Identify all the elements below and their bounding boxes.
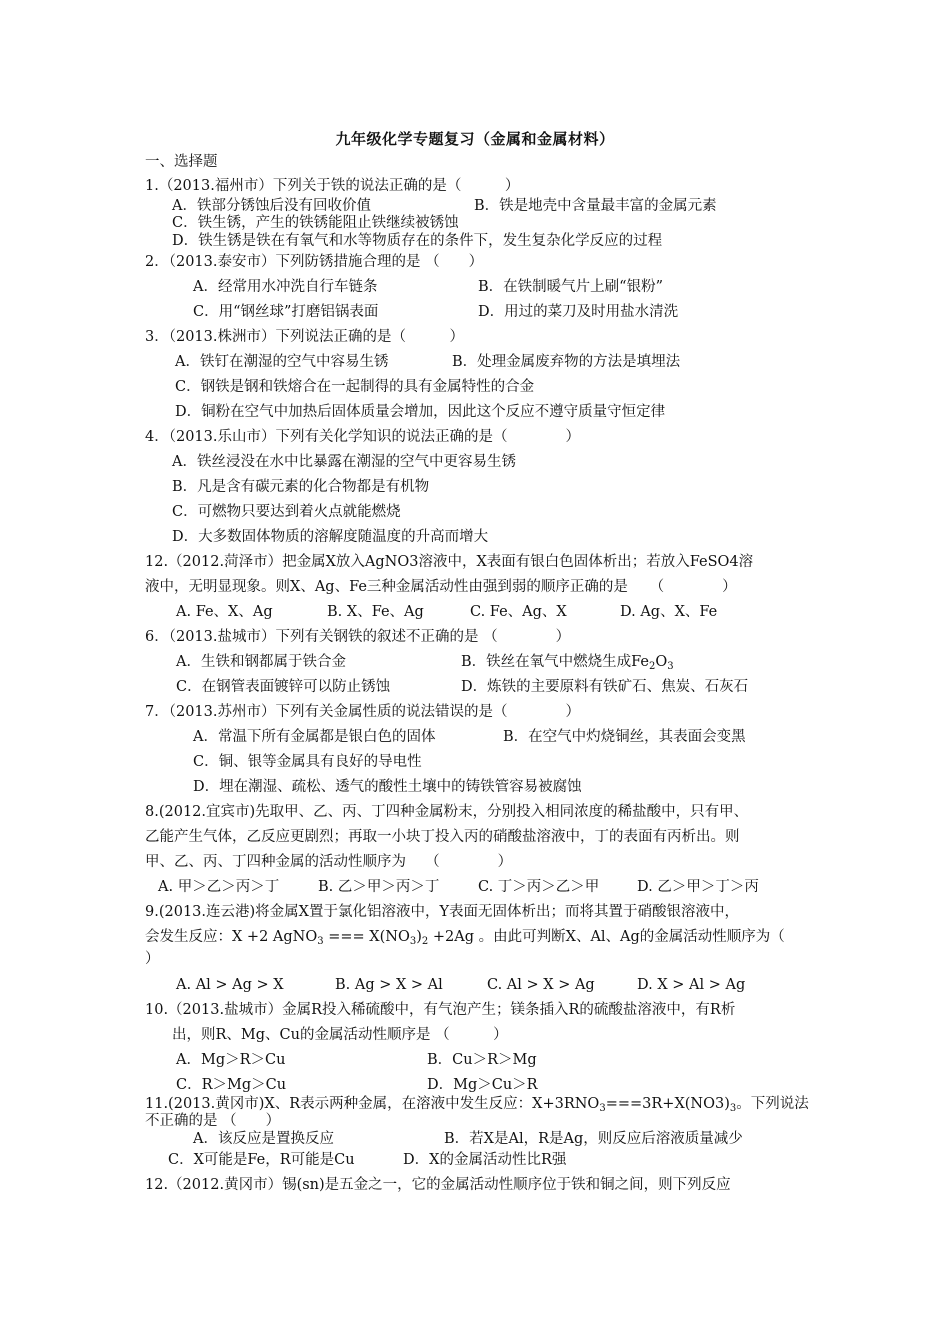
question-9-line-1: 9.(2013.连云港)将金属X置于氯化铝溶液中，Y表面无固体析出；而将其置于硝酸银溶液中， (145, 904, 740, 920)
question-5-option-c: C. Fe、Ag、X (470, 604, 567, 620)
question-4-stem: 4．（2013.乐山市）下列有关化学知识的说法正确的是（ ） (145, 429, 580, 445)
question-8-line-3: 甲、乙、丙、丁四种金属的活动性顺序为 （ ） (145, 854, 513, 870)
question-8-option-b: B. 乙＞甲＞丙＞丁 (318, 879, 440, 895)
question-4-option-c: C．可燃物只要达到着火点就能燃烧 (172, 504, 401, 520)
question-3-option-c: C．钢铁是钢和铁熔合在一起制得的具有金属特性的合金 (175, 379, 535, 395)
question-8-option-c: C. 丁＞丙＞乙＞甲 (478, 879, 600, 895)
question-6-stem: 6．（2013.盐城市）下列有关钢铁的叙述不正确的是 （ ） (145, 629, 571, 645)
question-9-option-d: D. X > Al > Ag (637, 977, 746, 993)
question-2-option-b: B．在铁制暖气片上刷“银粉” (478, 279, 663, 295)
question-10-line-2: 出，则R、Mg、Cu的金属活动性顺序是 （ ） (172, 1027, 508, 1043)
question-3-option-b: B．处理金属废弃物的方法是填埋法 (452, 354, 681, 370)
question-9-option-a: A. Al > Ag > X (176, 977, 284, 993)
question-12-line-1: 12.（2012.黄冈市）锡(sn)是五金之一，它的金属活动性顺序位于铁和铜之间，则下列反应 (145, 1177, 731, 1193)
question-1-stem: 1.（2013.福州市）下列关于铁的说法正确的是（ ） (145, 178, 520, 194)
question-2-option-d: D．用过的菜刀及时用盐水清洗 (478, 304, 679, 320)
question-11-option-b: B．若X是Al，R是Ag，则反应后溶液质量减少 (444, 1131, 743, 1147)
question-11-option-c: C．X可能是Fe，R可能是Cu (168, 1152, 355, 1168)
question-9-option-c: C. Al > X > Ag (487, 977, 595, 993)
question-11-line-1: 11.(2013.黄冈市)X、R表示两种金属，在溶液中发生反应：$X+3RNO_3===3R+X(NO3)_3$。下列说法 (145, 1096, 809, 1114)
question-8-option-a: A. 甲＞乙＞丙＞丁 (158, 879, 280, 895)
question-8-line-2: 乙能产生气体，乙反应更剧烈；再取一小块丁投入丙的硝酸盐溶液中，丁的表面有丙析出。则 (145, 829, 740, 845)
question-6-option-b: B．铁丝在氧气中燃烧生成$Fe_2O_3$ (461, 654, 674, 672)
question-2-stem: 2．（2013.泰安市）下列防锈措施合理的是 （ ） (145, 254, 484, 270)
question-11-line-2: 不正确的是 （ ） (145, 1113, 281, 1129)
question-1-option-b: B．铁是地壳中含量最丰富的金属元素 (474, 198, 717, 214)
question-5-option-d: D. Ag、X、Fe (620, 604, 718, 620)
question-1-option-a: A．铁部分锈蚀后没有回收价值 (172, 198, 371, 214)
question-2-option-c: C．用“钢丝球”打磨铝锅表面 (193, 304, 379, 320)
question-6-option-a: A．生铁和钢都属于铁合金 (176, 654, 346, 670)
question-3-option-d: D．铜粉在空气中加热后固体质量会增加，因此这个反应不遵守质量守恒定律 (175, 404, 666, 420)
question-6-option-d: D．炼铁的主要原料有铁矿石、焦炭、石灰石 (461, 679, 749, 695)
question-6-option-c: C．在钢管表面镀锌可以防止锈蚀 (176, 679, 391, 695)
question-3-option-a: A．铁钉在潮湿的空气中容易生锈 (175, 354, 389, 370)
question-9-option-b: B. Ag > X > Al (335, 977, 443, 993)
question-2-option-a: A．经常用水冲洗自行车链条 (193, 279, 378, 295)
question-4-option-d: D．大多数固体物质的溶解度随温度的升高而增大 (172, 529, 489, 545)
question-8-option-d: D. 乙＞甲＞丁＞丙 (637, 879, 759, 895)
question-4-option-b: B．凡是含有碳元素的化合物都是有机物 (172, 479, 430, 495)
question-1-option-d: D．铁生锈是铁在有氧气和水等物质存在的条件下，发生复杂化学反应的过程 (172, 233, 663, 249)
question-4-option-a: A．铁丝浸没在水中比暴露在潮湿的空气中更容易生锈 (172, 454, 516, 470)
question-10-line-1: 10.（2013.盐城市）金属R投入稀硫酸中，有气泡产生；镁条插入R的硫酸盐溶液中，有R析 (145, 1002, 736, 1018)
question-3-stem: 3．（2013.株洲市）下列说法正确的是（ ） (145, 329, 464, 345)
question-10-option-a: A．Mg＞R＞Cu (176, 1052, 286, 1068)
question-7-option-a: A．常温下所有金属都是银白色的固体 (193, 729, 436, 745)
question-7-stem: 7．（2013.苏州市）下列有关金属性质的说法错误的是（ ） (145, 704, 580, 720)
question-11-option-d: D．X的金属活动性比R强 (403, 1152, 567, 1168)
question-7-option-d: D．埋在潮湿、疏松、透气的酸性土壤中的铸铁管容易被腐蚀 (193, 779, 582, 795)
page-title: 九年级化学专题复习（金属和金属材料） (335, 130, 615, 148)
question-7-option-c: C．铜、银等金属具有良好的导电性 (193, 754, 422, 770)
question-5-option-a: A. Fe、X、Ag (176, 604, 273, 620)
question-5-option-b: B. X、Fe、Ag (327, 604, 424, 620)
question-7-option-b: B．在空气中灼烧铜丝，其表面会变黑 (503, 729, 746, 745)
question-10-option-b: B．Cu＞R＞Mg (427, 1052, 537, 1068)
question-5-line-2: 液中，无明显现象。则X、Ag、Fe三种金属活动性由强到弱的顺序正确的是 （ ） (145, 579, 737, 595)
question-10-option-d: D．Mg＞Cu＞R (427, 1077, 538, 1093)
question-11-option-a: A．该反应是置换反应 (193, 1131, 334, 1147)
question-1-option-c: C．铁生锈，产生的铁锈能阻止铁继续被锈蚀 (172, 215, 459, 231)
section-heading: 一、选择题 (145, 154, 218, 170)
question-9-line-2: 会发生反应：X +2 AgNO$_3$ === $X(NO_3)_2 +2Ag$ 。由此可判断X、Al、Ag的金属活动性顺序为（ (145, 929, 785, 947)
question-8-line-1: 8.(2012.宜宾市)先取甲、乙、丙、丁四种金属粉末，分别投入相同浓度的稀盐酸中，只有甲、 (145, 804, 749, 820)
question-9-line-3: ） (145, 951, 160, 967)
question-5-line-1: 12.（2012.菏泽市）把金属X放入AgNO3溶液中，X表面有银白色固体析出；若放入FeSO4溶 (145, 554, 754, 570)
question-10-option-c: C．R＞Mg＞Cu (176, 1077, 287, 1093)
